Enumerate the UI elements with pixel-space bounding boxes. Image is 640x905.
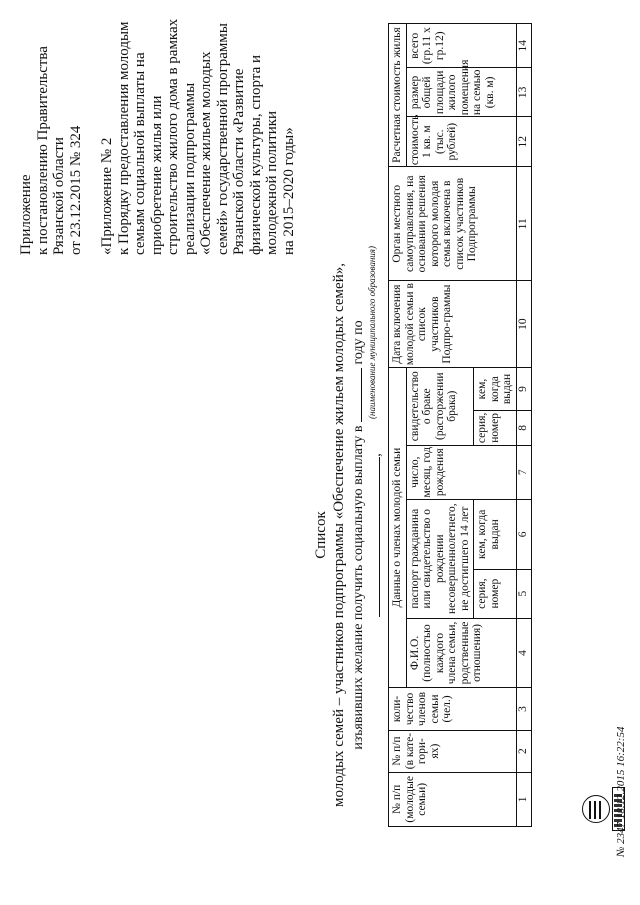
column-number: 5 [516,569,531,618]
col-header-passport-issued: кем, когда выдан [474,499,517,569]
subtitle-part: изъявивших желание получить социальную выплату в [351,425,366,750]
col-header-cost-per-m2: стоимость 1 кв. м (тыс. рублей) [406,117,516,167]
col-header-passport-series: серия, номер [474,569,517,618]
col-header-family-members: Данные о членах молодой семьи [389,367,407,688]
col-header-inclusion-date: Дата включения молодой семьи в список участников Подпро-граммы [389,281,517,368]
attachment-line: семей» государственной программы [214,23,231,255]
column-number: 6 [516,499,531,569]
column-number: 14 [516,24,531,68]
appendix-line: Приложение [18,174,34,255]
col-header-local-authority: Орган местного самоуправления, на основании решения которого молодая семья включена в список участников Подпрограммы [389,167,517,281]
attachment-line: на 2015–2020 годы» [280,127,297,255]
document-subtitle: молодых семей – участников подпрограммы «Обеспечение жильем молодых семей», [331,263,347,807]
column-number: 12 [516,117,531,167]
attachment-line: семьям социальной выплаты на [132,52,148,255]
appendix-line: от 23.12.2015 № 324 [67,125,84,255]
col-header-marriage-series: серия, номер [474,411,517,445]
registration-number-label: № [615,846,627,857]
column-number: 2 [516,730,531,772]
attachment-line: физической культуры, спорта и [247,54,264,255]
families-table [388,23,532,827]
col-header-category-number: № п/п (в кате-гори-ях) [389,730,517,772]
registration-footer [615,727,627,857]
col-header-full-name: Ф.И.О. (полностью каждого члена семьи, родственные отношения) [406,618,516,688]
column-number: 4 [516,618,531,688]
col-header-housing-cost: Расчетная стоимость жилья [389,24,407,167]
attachment-line: Рязанской области «Развитие [231,68,247,255]
document-title: Список [313,511,329,559]
column-number-row [516,24,531,827]
attachment-line: молодежной политики [264,110,280,255]
col-header-birth-date: число, месяц, год рождения [406,445,516,499]
col-header-area: размер общей площади жилого помещения на семью (кв. м) [406,68,516,117]
attachment-line: строительство жилого дома в рамках [165,18,181,255]
attachment-line: «Обеспечение жильем молодых [198,51,214,255]
column-number: 11 [516,167,531,281]
municipality-note: (наименование муниципального образования) [367,246,377,419]
col-header-marriage-issued: кем, когда выдан [474,367,517,410]
column-number: 7 [516,445,531,499]
header-block [18,20,297,255]
year-blank [349,368,362,422]
attachment-line: «Приложение № 2 [99,137,115,255]
column-number: 3 [516,688,531,730]
col-header-marriage-certificate: свидетельство о браке (расторжении брака) [406,367,474,445]
column-number: 13 [516,68,531,117]
registration-number: 2347 [615,821,627,844]
municipality-blank [367,457,380,617]
col-header-total: всего (гр.11 х гр.12) [406,24,516,68]
column-number: 8 [516,411,531,445]
registration-seal [582,795,610,823]
appendix-line: Рязанской области [51,137,67,255]
attachment-line: к Порядку предоставления молодым [115,21,132,255]
column-number: 10 [516,281,531,368]
col-header-family-number: № п/п (молодые семьи) [389,772,517,826]
attachment-line: реализации подпрограммы [181,82,198,255]
col-header-member-count: коли-чество членов семьи (чел.) [389,688,517,730]
column-number: 1 [516,772,531,826]
column-number: 9 [516,367,531,410]
registration-timestamp: 18.12.2015 16:22:54 [615,726,627,820]
attachment-line: приобретение жилья или [148,95,165,255]
subtitle-end: , [369,453,384,457]
col-header-passport: паспорт гражданина или свидетельство о рождении несовершеннолетнего, не достигшего 14 лет [406,499,474,618]
subtitle-part: году по [351,320,366,365]
appendix-line: к постановлению Правительства [34,46,51,255]
